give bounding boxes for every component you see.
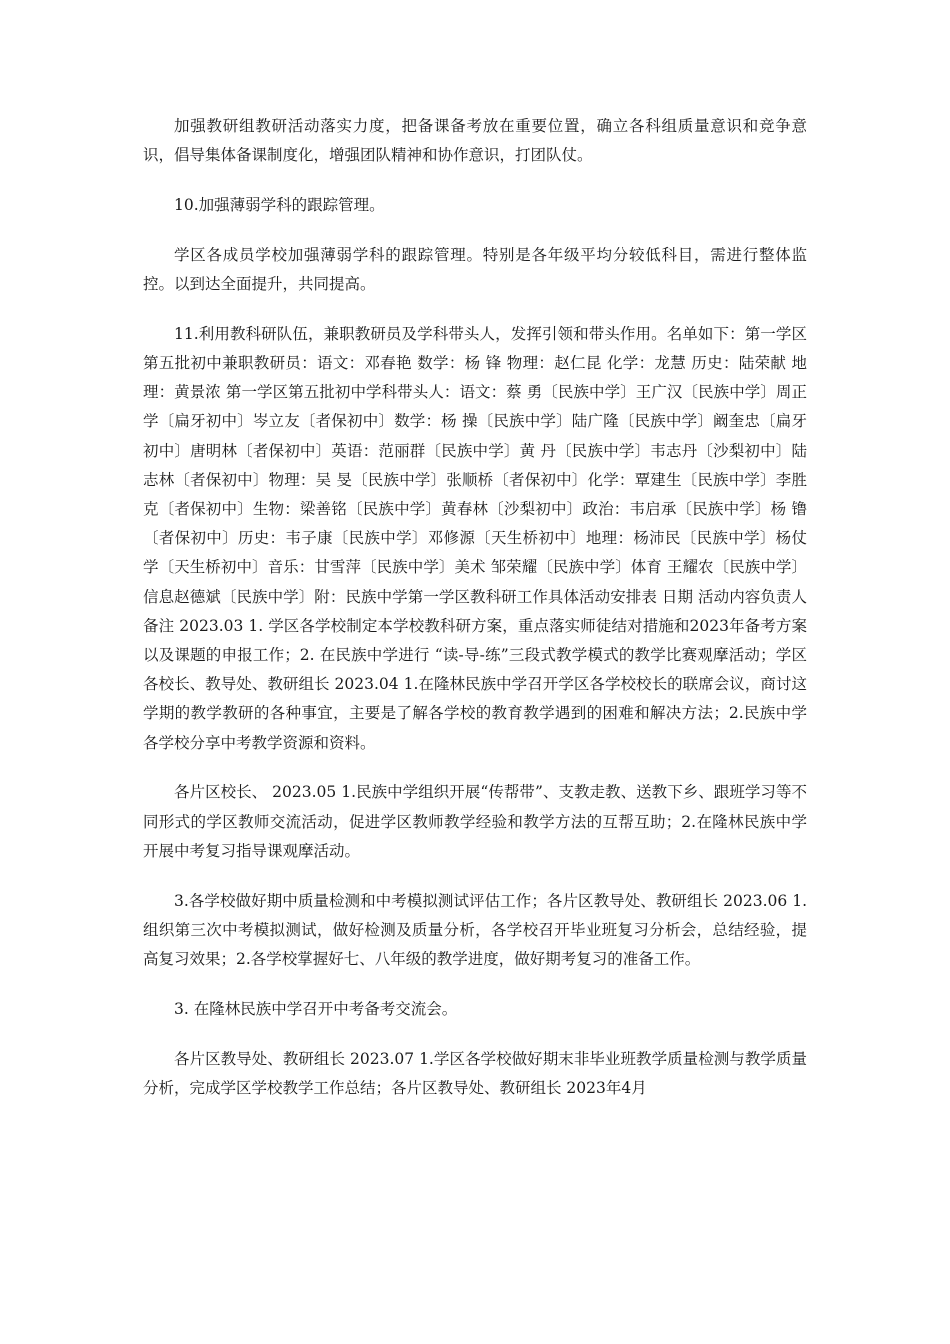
paragraph-item-10-heading: 10.加强薄弱学科的跟踪管理。 <box>174 196 385 214</box>
paragraph-exam-exchange: 3. 在隆林民族中学召开中考备考交流会。 <box>174 999 458 1018</box>
paragraph-teaching-research: 加强教研组教研活动落实力度，把备课备考放在重要位置，确立各科组质量意识和竞争意识，倡导集体备课制度化，增强团队精神和协作意识，打团队仗。 <box>143 117 807 165</box>
paragraph-may-activities: 各片区校长、 2023.05 1.民族中学组织开展“传帮带”、支教走教、送教下乡、跟班学习等不同形式的学区教师交流活动，促进学区教师教学经验和教学方法的互帮互助；2.在隆林民族中学开展中考复习指导课观摩活动。 <box>143 783 807 860</box>
document-body <box>143 112 807 1124</box>
paragraph-item-11-roster: 11.利用教科研队伍，兼职教研员及学科带头人，发挥引领和带头作用。名单如下：第一学区第五批初中兼职教研员：语文：邓春艳 数学：杨 锋 物理：赵仁昆 化学：龙慧 历史：陆荣献 地理：黄景浓 第一学区第五批初中学科带头人：语文：蔡 勇〔民族中学〕王广汉〔民族中学〕周正学〔扁牙初中〕岑立友〔者保初中〕数学：杨 操〔民族中学〕陆广隆〔民族中学〕阚奎忠〔扁牙初中〕唐明林〔者保初中〕英语：范丽群〔民族中学〕黄 丹〔民族中学〕韦志丹〔沙梨初中〕陆志林〔者保初中〕物理：吴 旻〔民族中学〕张顺桥〔者保初中〕化学：覃建生〔民族中学〕李胜克〔者保初中〕生物：梁善铭〔民族中学〕黄春林〔沙梨初中〕政治：韦启承〔民族中学〕杨 镥〔者保初中〕历史：韦子康〔民族中学〕邓修源〔天生桥初中〕地理：杨沛民〔民族中学〕杨仗学〔天生桥初中〕音乐：甘雪萍〔民族中学〕美术 邹荣耀〔民族中学〕体育 王耀农〔民族中学〕信息赵德斌〔民族中学〕附：民族中学第一学区教科研工作具体活动安排表 日期 活动内容负责人 备注 2023.03 1. 学区各学校制定本学校教科研方案，重点落实师徒结对措施和2023年备考方案以及课题的申报工作；2. 在民族中学进行 “读-导-练”三段式教学模式的教学比赛观摩活动；学区各校长、教导处、教研组长 2023.04 1.在隆林民族中学召开学区各学校校长的联席会议，商讨这学期的教学教研的各种事宜，主要是了解各学校的教育教学遇到的困难和解决方法；2.民族中学各学校分享中考教学资源和资料。 <box>143 324 807 752</box>
paragraph-july-activities: 各片区教导处、教研组长 2023.07 1.学区各学校做好期末非毕业班教学质量检测与教学质量分析，完成学区学校教学工作总结；各片区教导处、教研组长 2023年4月 <box>143 1049 807 1097</box>
paragraph-june-activities: 3.各学校做好期中质量检测和中考模拟测试评估工作；各片区教导处、教研组长 2023.06 1.组织第三次中考模拟测试，做好检测及质量分析，各学校召开毕业班复习分析会，总结经验，提高复习效果；2.各学校掌握好七、八年级的教学进度，做好期考复习的准备工作。 <box>143 891 807 969</box>
paragraph-weak-subjects: 学区各成员学校加强薄弱学科的跟踪管理。特别是各年级平均分较低科目，需进行整体监控。以到达全面提升，共同提高。 <box>143 245 807 293</box>
